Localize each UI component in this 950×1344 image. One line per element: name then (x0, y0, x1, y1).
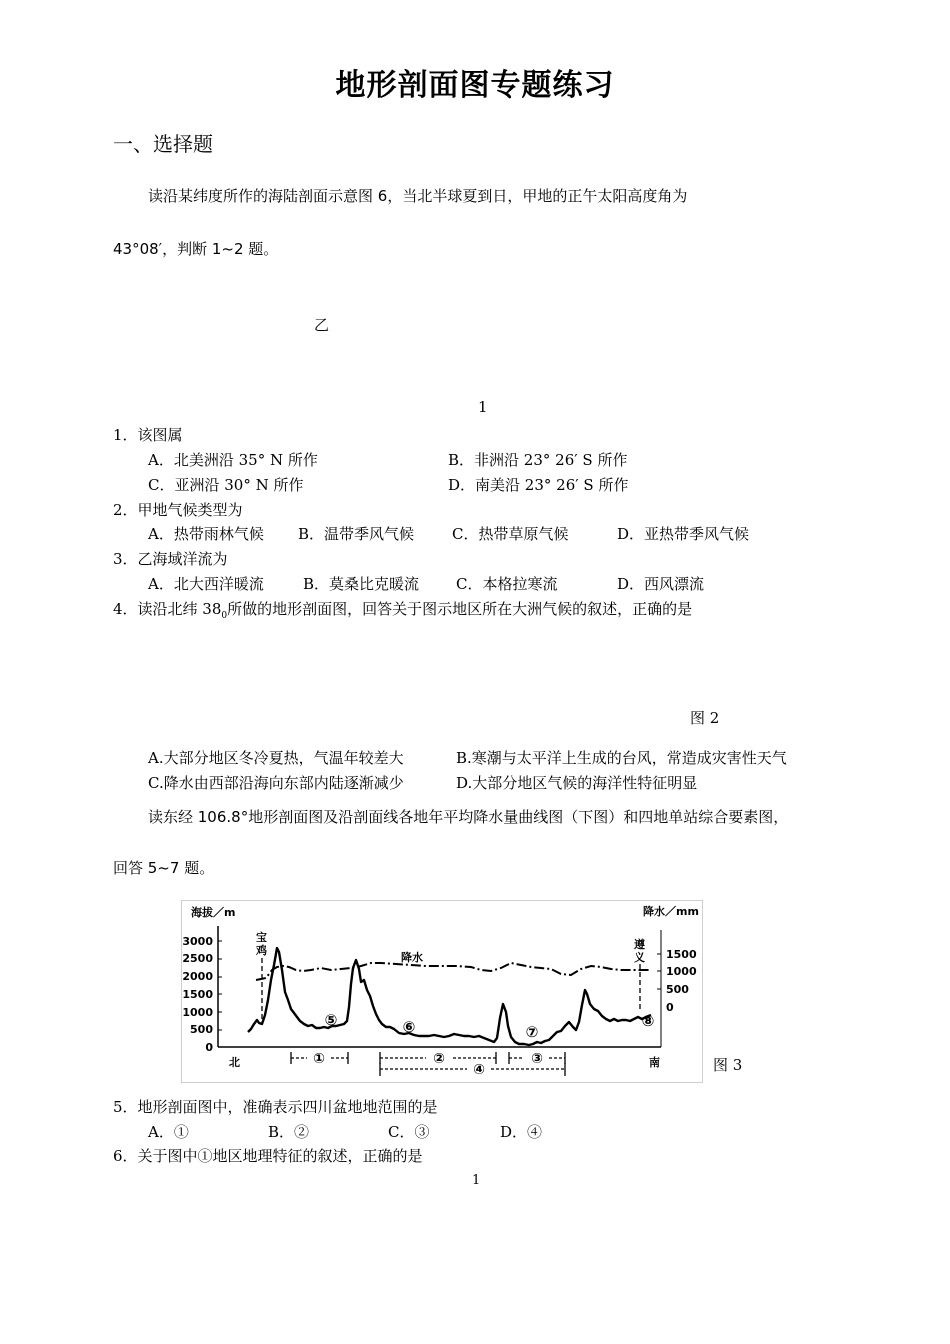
q3-option-c: C．本格拉寒流 (456, 575, 558, 593)
right-tick-1000: 1000 (666, 965, 697, 978)
q4-option-b: B.寒潮与太平洋上生成的台风，常造成灾害性天气 (456, 749, 787, 767)
fig1-label-yi: 乙 (314, 316, 330, 334)
left-tick-1000: 1000 (182, 1006, 213, 1019)
place-left-char-2: 鸡 (256, 944, 267, 957)
q4-stem-degree: 0 (221, 611, 228, 621)
intro2-line2: 回答 5~7 题。 (113, 859, 215, 877)
q4-option-d: D.大部分地区气候的海洋性特征明显 (456, 774, 698, 792)
fig3-label: 图 3 (713, 1056, 743, 1074)
left-tick-3000: 3000 (182, 935, 213, 948)
fig2-label: 图 2 (690, 709, 720, 727)
left-tick-500: 500 (190, 1023, 213, 1036)
section-heading: 一、选择题 (113, 132, 213, 156)
q2-stem: 2．甲地气候类型为 (113, 501, 243, 519)
range-label-4: ④ (473, 1062, 485, 1078)
fig1-number: 1 (478, 398, 488, 416)
q4-stem (113, 598, 692, 621)
q2-option-b: B．温带季风气候 (298, 525, 415, 543)
q5-option-d: D．④ (500, 1123, 543, 1141)
q4-option-a: A.大部分地区冬冷夏热，气温年较差大 (148, 749, 404, 767)
left-tick-1500: 1500 (182, 988, 213, 1001)
point-label-6: ⑥ (402, 1018, 416, 1036)
q4-option-c: C.降水由西部沿海向东部内陆逐渐减少 (148, 774, 404, 792)
terrain-profile-figure (181, 900, 703, 1083)
q5-option-c: C．③ (388, 1123, 430, 1141)
right-tick-500: 500 (666, 983, 689, 996)
q2-option-a: A．热带雨林气候 (148, 525, 264, 543)
point-label-8: ⑧ (641, 1012, 655, 1030)
range-label-3: ③ (531, 1051, 543, 1067)
q1-option-d: D．南美沿 23° 26′ S 所作 (448, 476, 629, 494)
q4-stem-pre: 4．读沿北纬 38 (113, 600, 222, 618)
q3-option-b: B．莫桑比克暖流 (303, 575, 420, 593)
q1-option-a: A．北美洲沿 35° N 所作 (148, 451, 318, 469)
q2-option-c: C．热带草原气候 (452, 525, 569, 543)
q1-option-b: B．非洲沿 23° 26′ S 所作 (448, 451, 628, 469)
south-label: 南 (649, 1056, 660, 1069)
q5-option-a: A．① (148, 1123, 189, 1141)
precipitation-label: 降水 (401, 951, 423, 964)
q1-stem: 1．该图属 (113, 426, 183, 444)
north-label: 北 (229, 1056, 240, 1069)
intro2-line1: 读东经 106.8°地形剖面图及沿剖面线各地年平均降水量曲线图（下图）和四地单站综合要素图， (148, 808, 789, 826)
right-tick-1500: 1500 (666, 948, 697, 961)
place-label-right (634, 937, 645, 964)
right-tick-0: 0 (666, 1001, 674, 1014)
range-label-1: ① (313, 1051, 325, 1067)
q5-option-b: B．② (268, 1123, 310, 1141)
q3-stem: 3．乙海域洋流为 (113, 550, 228, 568)
q6-stem: 6．关于图中①地区地理特征的叙述，正确的是 (113, 1147, 423, 1165)
left-axis-title: 海拔／m (191, 906, 236, 919)
left-tick-2000: 2000 (182, 970, 213, 983)
place-label-left (255, 930, 267, 957)
q4-stem-post: 所做的地形剖面图，回答关于图示地区所在大洲气候的叙述，正确的是 (227, 600, 693, 618)
q3-option-a: A．北大西洋暖流 (148, 575, 264, 593)
page-title: 地形剖面图专题练习 (335, 68, 615, 103)
place-right-char-2: 义 (634, 951, 645, 964)
place-left-char-1: 宝 (256, 931, 267, 944)
q5-stem: 5．地形剖面图中，准确表示四川盆地地范围的是 (113, 1098, 438, 1116)
q2-option-d: D．亚热带季风气候 (617, 525, 750, 543)
intro1-line1: 读沿某纬度所作的海陆剖面示意图 6，当北半球夏到日，甲地的正午太阳高度角为 (148, 187, 688, 205)
q3-option-d: D．西风漂流 (617, 575, 705, 593)
point-label-5: ⑤ (324, 1011, 338, 1029)
point-label-7: ⑦ (525, 1023, 539, 1041)
footer-page-number: 1 (472, 1173, 481, 1188)
intro1-line2: 43°08′，判断 1~2 题。 (113, 240, 279, 258)
place-right-char-1: 遵 (634, 938, 645, 951)
q1-option-c: C．亚洲沿 30° N 所作 (148, 476, 304, 494)
left-tick-2500: 2500 (182, 952, 213, 965)
right-axis-title: 降水／mm (643, 905, 699, 918)
range-label-2: ② (433, 1051, 445, 1067)
left-tick-0: 0 (205, 1041, 213, 1054)
